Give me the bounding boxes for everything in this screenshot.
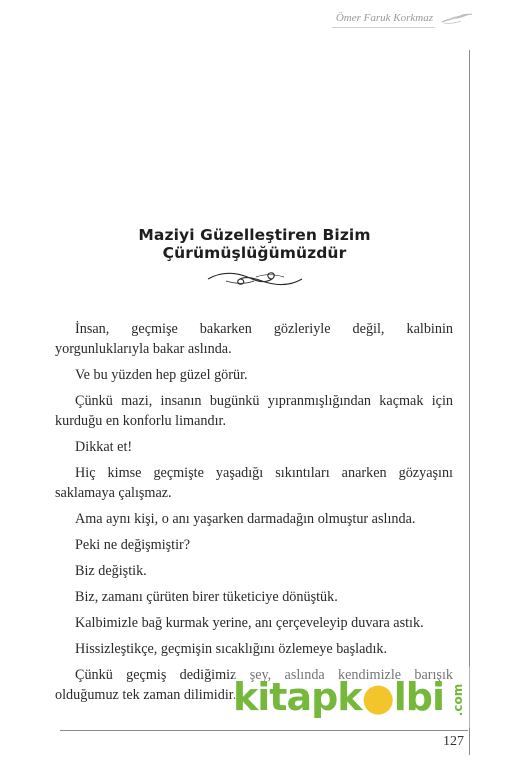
running-header-author: Ömer Faruk Korkmaz: [332, 12, 435, 28]
page-number: 127: [443, 734, 464, 749]
scroll-flourish-icon: [206, 268, 304, 290]
margin-rule: [469, 50, 470, 755]
body-text: [55, 319, 453, 711]
paragraph: İnsan, geçmişe bakarken gözleriyle değil, kalbinin yorgunluklarıyla bakar aslında.: [55, 321, 453, 357]
paragraph: Hissizleştikçe, geçmişin sıcaklığını özlemeye başladık.: [75, 641, 388, 657]
chapter-title: [0, 226, 509, 262]
paragraph: Peki ne değişmiştir?: [75, 537, 191, 553]
paragraph: Kalbimizle bağ kurmak yerine, anı çerçeveleyip duvara astık.: [75, 615, 424, 631]
paragraph: Biz, zamanı çürüten birer tüketiciye dönüştük.: [75, 589, 338, 605]
watermark-text-part1: kitapk: [233, 675, 362, 719]
paragraph: Biz değiştik.: [75, 563, 147, 579]
paragraph: Ama aynı kişi, o anı yaşarken darmadağın olmuştur aslında.: [75, 511, 416, 527]
watermark-tld: .com: [451, 683, 466, 716]
chapter-title-line-2: Çürümüşlüğümüzdür: [162, 244, 347, 262]
paragraph: Çünkü geçmiş dediğimiz şey, aslında kendimizle barışık olduğumuz tek zaman dilimidir.: [55, 667, 453, 703]
paragraph: Ve bu yüzden hep güzel görür.: [75, 367, 248, 383]
footer-rule: [60, 730, 468, 731]
watermark-text-part3: lbi: [393, 675, 445, 719]
paragraph: Çünkü mazi, insanın bugünkü yıpranmışlığından kaçmak için kurduğu en konforlu limandır.: [55, 393, 453, 429]
watermark-logo: [233, 666, 471, 728]
paragraph: Hiç kimse geçmişte yaşadığı sıkıntıları anarken gözyaşını saklamaya çalışmaz.: [55, 465, 453, 501]
paragraph: Dikkat et!: [75, 439, 133, 455]
watermark-heart-icon: ●: [361, 675, 394, 719]
feather-flourish-icon: [441, 11, 473, 25]
chapter-title-line-1: Maziyi Güzelleştiren Bizim: [138, 226, 371, 244]
